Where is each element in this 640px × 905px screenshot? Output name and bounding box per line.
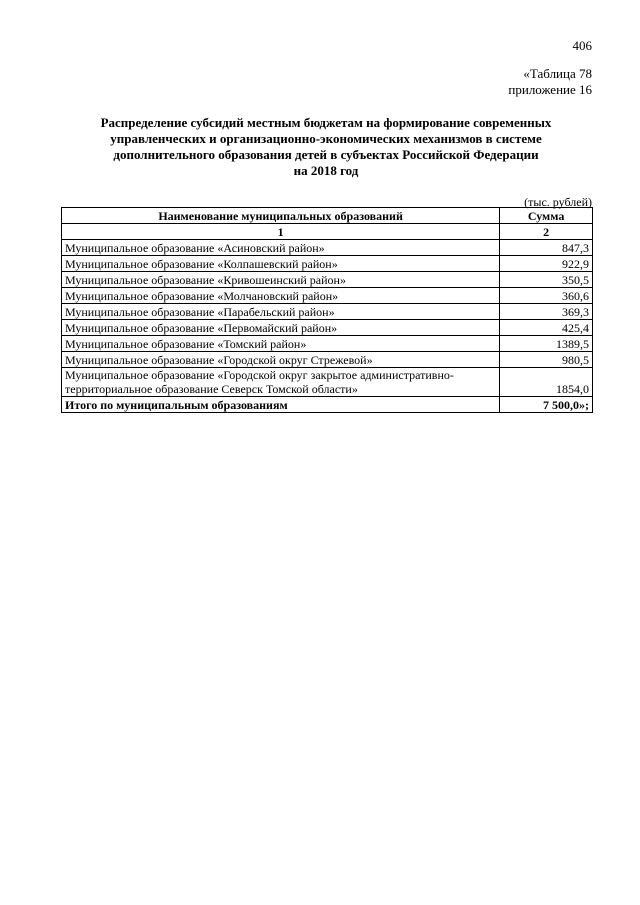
- municipality-name: Муниципальное образование «Первомайский район»: [62, 320, 500, 336]
- table-row: [62, 368, 593, 397]
- title-line: дополнительного образования детей в субъектах Российской Федерации: [113, 147, 539, 162]
- subsidy-amount: 360,6: [500, 288, 593, 304]
- subsidy-amount: 922,9: [500, 256, 593, 272]
- table-reference: [508, 66, 592, 98]
- total-amount: 7 500,0»;: [500, 397, 593, 413]
- column-number-2: 2: [500, 224, 593, 240]
- total-row: [62, 397, 593, 413]
- municipality-name: Муниципальное образование «Парабельский район»: [62, 304, 500, 320]
- title-line: на 2018 год: [293, 163, 359, 178]
- table-row: [62, 256, 593, 272]
- subsidy-table: [61, 207, 593, 413]
- municipality-name: Муниципальное образование «Асиновский район»: [62, 240, 500, 256]
- page-number: 406: [572, 38, 592, 53]
- subsidy-amount: 350,5: [500, 272, 593, 288]
- subsidy-amount: 980,5: [500, 352, 593, 368]
- header-name: Наименование муниципальных образований: [62, 208, 500, 224]
- municipality-name-line: Муниципальное образование «Городской округ закрытое административно-: [65, 368, 454, 382]
- municipality-name: Муниципальное образование «Кривошеинский район»: [62, 272, 500, 288]
- table-number: «Таблица 78: [523, 66, 592, 81]
- table-row: [62, 288, 593, 304]
- header-sum: Сумма: [500, 208, 593, 224]
- table-header-row: [62, 208, 593, 224]
- table-row: [62, 240, 593, 256]
- municipality-name-line: территориальное образование Северск Томской области»: [65, 382, 358, 396]
- subsidy-amount: 1389,5: [500, 336, 593, 352]
- appendix-number: приложение 16: [508, 82, 592, 97]
- subsidy-amount: 1854,0: [500, 368, 593, 397]
- subsidy-amount: 369,3: [500, 304, 593, 320]
- title-line: управленческих и организационно-экономических механизмов в системе: [110, 131, 542, 146]
- municipality-name: [62, 368, 500, 397]
- municipality-name: Муниципальное образование «Молчановский район»: [62, 288, 500, 304]
- column-number-1: 1: [62, 224, 500, 240]
- document-title: [60, 115, 592, 179]
- table-row: [62, 272, 593, 288]
- table-row: [62, 304, 593, 320]
- table-row: [62, 352, 593, 368]
- subsidy-amount: 425,4: [500, 320, 593, 336]
- municipality-name: Муниципальное образование «Городской округ Стрежевой»: [62, 352, 500, 368]
- table-row: [62, 320, 593, 336]
- title-line: Распределение субсидий местным бюджетам на формирование современных: [100, 115, 552, 130]
- units-label: (тыс. рублей): [524, 195, 592, 209]
- column-number-row: [62, 224, 593, 240]
- municipality-name: Муниципальное образование «Колпашевский район»: [62, 256, 500, 272]
- subsidy-amount: 847,3: [500, 240, 593, 256]
- total-label: Итого по муниципальным образованиям: [62, 397, 500, 413]
- municipality-name: Муниципальное образование «Томский район»: [62, 336, 500, 352]
- table-row: [62, 336, 593, 352]
